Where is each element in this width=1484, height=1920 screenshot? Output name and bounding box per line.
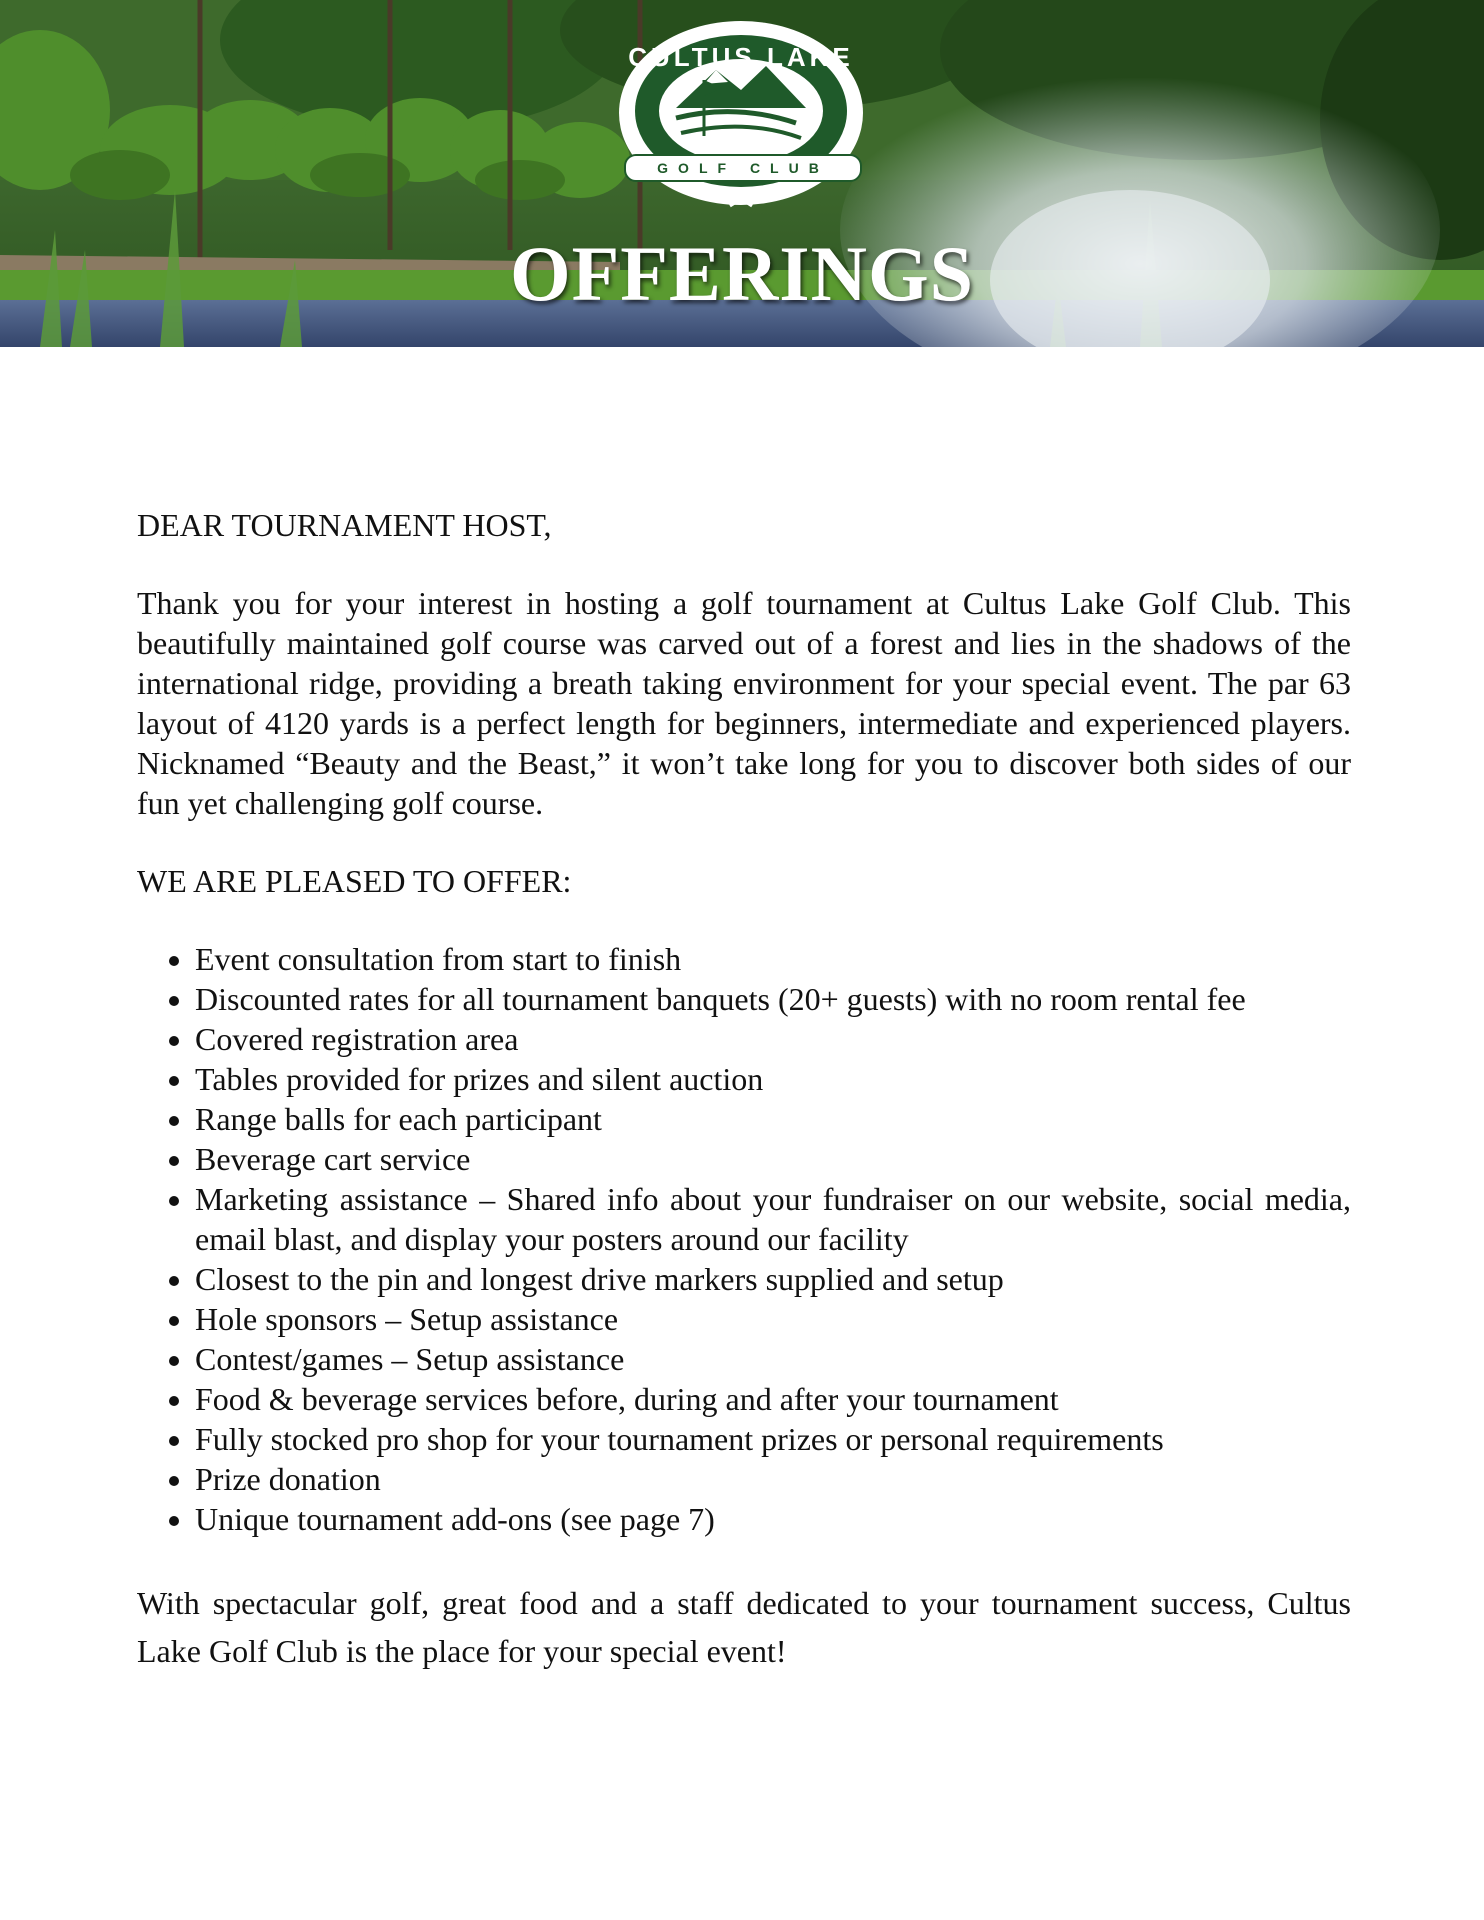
- letter-body: [137, 505, 1351, 1675]
- salutation: DEAR TOURNAMENT HOST,: [137, 507, 552, 543]
- club-logo: [616, 18, 866, 208]
- list-item: • Contest/games – Setup assistance: [195, 1339, 1351, 1379]
- logo-subtitle-plate: [624, 154, 862, 182]
- logo-subtitle: GOLF CLUB: [657, 160, 829, 176]
- closing-paragraph: With spectacular golf, great food and a staff dedicated to your tournament success, Cultus Lake Golf Club is the place for your special event!: [137, 1585, 1351, 1669]
- page-title: OFFERINGS: [509, 230, 975, 317]
- list-item: • Prize donation: [195, 1459, 1351, 1499]
- list-item: • Tables provided for prizes and silent auction: [195, 1059, 1351, 1099]
- list-item: • Unique tournament add-ons (see page 7): [195, 1499, 1351, 1539]
- list-item: • Beverage cart service: [195, 1139, 1351, 1179]
- list-item: • Event consultation from start to finish: [195, 939, 1351, 979]
- list-item: • Range balls for each participant: [195, 1099, 1351, 1139]
- list-item: • Closest to the pin and longest drive markers supplied and setup: [195, 1259, 1351, 1299]
- intro-paragraph: Thank you for your interest in hosting a golf tournament at Cultus Lake Golf Club. This beautifully maintained golf course was carved out of a forest and lies in the shadows of the international ridge, providing a breath taking environment for your special event. The par 63 layout of 4120 yards is a perfect length for beginners, intermediate and experienced players. Nicknamed “Beauty and the Beast,” it won’t take long for you to discover both sides of our fun yet challenging golf course.: [137, 585, 1351, 821]
- list-item: • Food & beverage services before, during and after your tournament: [195, 1379, 1351, 1419]
- list-item: • Marketing assistance – Shared info about your fundraiser on our website, social media, email blast, and display your posters around our facility: [195, 1179, 1351, 1259]
- offer-heading: WE ARE PLEASED TO OFFER:: [137, 863, 572, 899]
- offer-list: [137, 939, 1351, 1539]
- header-banner: [0, 0, 1484, 347]
- list-item: • Fully stocked pro shop for your tournament prizes or personal requirements: [195, 1419, 1351, 1459]
- list-item: • Discounted rates for all tournament banquets (20+ guests) with no room rental fee: [195, 979, 1351, 1019]
- logo-name: CULTUS LAKE: [628, 42, 854, 72]
- list-item: • Hole sponsors – Setup assistance: [195, 1299, 1351, 1339]
- list-item: • Covered registration area: [195, 1019, 1351, 1059]
